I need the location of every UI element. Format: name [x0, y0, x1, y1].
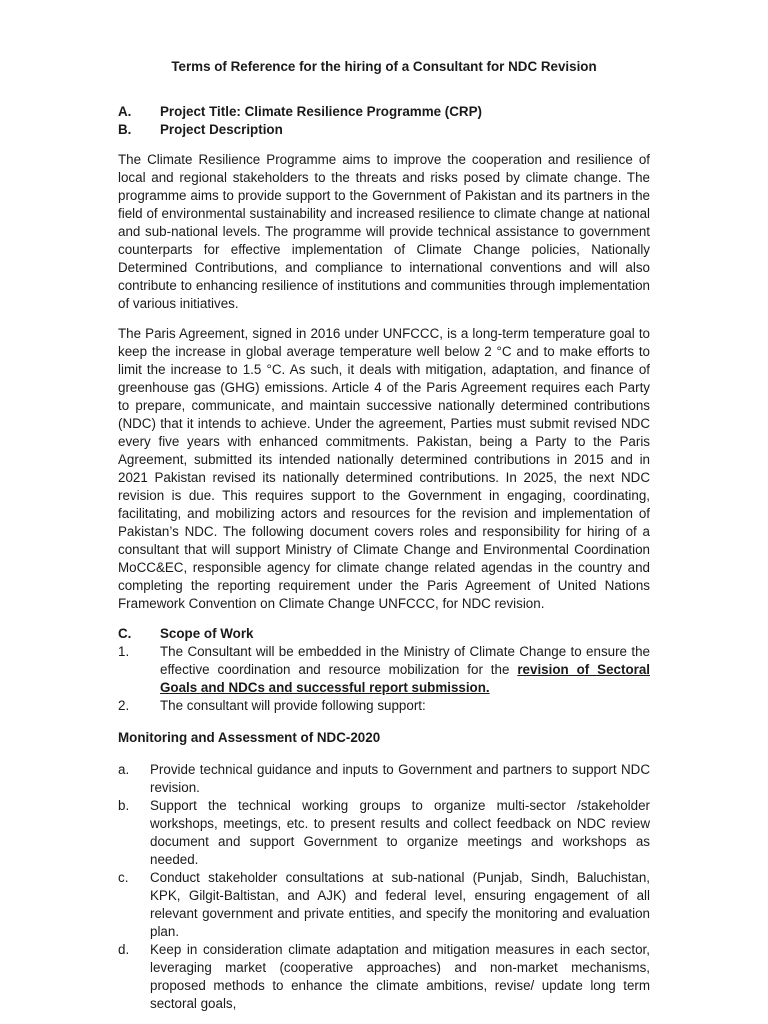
list-item-marker: b. [118, 798, 130, 813]
scope-item-2-number: 2. [118, 698, 130, 713]
project-description-paragraph: The Climate Resilience Programme aims to improve the cooperation and resilience of local and regional stakeholders to the threats and risks posed by climate change. The programme aims to provide support to the Government of Pakistan and its partners in the field of environmental sustainability and increased resilience to climate change at national and sub-national levels. The programme will provide technical assistance to government counterparts for effective implementation of Climate Change policies, Nationally Determined Contributions, and compliance to international conventions and will also contribute to enhancing resilience of institutions and communities through implementation of various initiatives. [118, 152, 650, 311]
section-c-text: Scope of Work [160, 626, 254, 641]
section-b-letter: B. [118, 122, 132, 137]
section-b-heading [118, 121, 650, 139]
section-a-letter: A. [118, 104, 132, 119]
section-a-heading [118, 103, 650, 121]
list-item-marker: a. [118, 762, 130, 777]
list-item [118, 761, 650, 797]
scope-item-2-text: The consultant will provide following support: [160, 698, 426, 713]
list-item-marker: d. [118, 942, 130, 957]
list-item-marker: c. [118, 870, 129, 885]
monitoring-subheading: Monitoring and Assessment of NDC-2020 [118, 730, 381, 745]
scope-item-1-text [160, 643, 650, 697]
list-item [118, 941, 650, 1013]
scope-item-2 [118, 697, 650, 715]
list-item [118, 869, 650, 941]
list-item-text: Conduct stakeholder consultations at sub-national (Punjab, Sindh, Baluchistan, KPK, Gilgit-Baltistan, and AJK) and federal level, ensuring engagement of all relevant government and private entities, and specify the monitoring and evaluation plan. [150, 870, 650, 939]
list-item [118, 797, 650, 869]
section-c-heading [118, 625, 650, 643]
list-item-text: Provide technical guidance and inputs to Government and partners to support NDC revision. [150, 762, 650, 795]
paris-agreement-paragraph: The Paris Agreement, signed in 2016 under UNFCCC, is a long-term temperature goal to keep the increase in global average temperature well below 2 °C and to make efforts to limit the increase to 1.5 °C. As such, it deals with mitigation, adaptation, and finance of greenhouse gas (GHG) emissions. Article 4 of the Paris Agreement requires each Party to prepare, communicate, and maintain successive nationally determined contributions (NDC) that it intends to achieve. Under the agreement, Parties must submit revised NDC every five years with enhanced commitments. Pakistan, being a Party to the Paris Agreement, submitted its intended nationally determined contributions in 2015 and in 2021 Pakistan revised its nationally determined contributions. In 2025, the next NDC revision is due. This requires support to the Government in engaging, coordinating, facilitating, and mobilizing actors and resources for the revision and implementation of Pakistan’s NDC. The following document covers roles and responsibility for hiring of a consultant that will support Ministry of Climate Change and Environmental Coordination MoCC&EC, responsible agency for climate change related agendas in the country and completing the reporting requirement under the Paris Agreement of United Nations Framework Convention on Climate Change UNFCCC, for NDC revision. [118, 326, 650, 611]
section-c-letter: C. [118, 626, 132, 641]
section-a-text: Project Title: Climate Resilience Programme (CRP) [160, 104, 482, 119]
section-b-text: Project Description [160, 122, 283, 137]
list-item-text: Support the technical working groups to organize multi-sector /stakeholder workshops, meetings, etc. to present results and collect feedback on NDC review document and support Government to organize meetings and workshops as needed. [150, 798, 650, 867]
scope-item-1-number: 1. [118, 644, 130, 659]
document-title: Terms of Reference for the hiring of a Consultant for NDC Revision [171, 59, 597, 74]
list-item-text: Keep in consideration climate adaptation and mitigation measures in each sector, leveraging market (cooperative approaches) and non-market mechanisms, proposed methods to enhance the climate ambitions, revise/ update long term sectoral goals, [150, 942, 650, 1011]
scope-item-1 [118, 643, 650, 697]
scope-item-1-emphasis: revision of Sectoral Goals and NDCs and successful report submission. [160, 662, 650, 695]
scope-item-1-body: The Consultant will be embedded in the Ministry of Climate Change to ensure the effective coordination and resource mobilization for the [160, 644, 650, 677]
